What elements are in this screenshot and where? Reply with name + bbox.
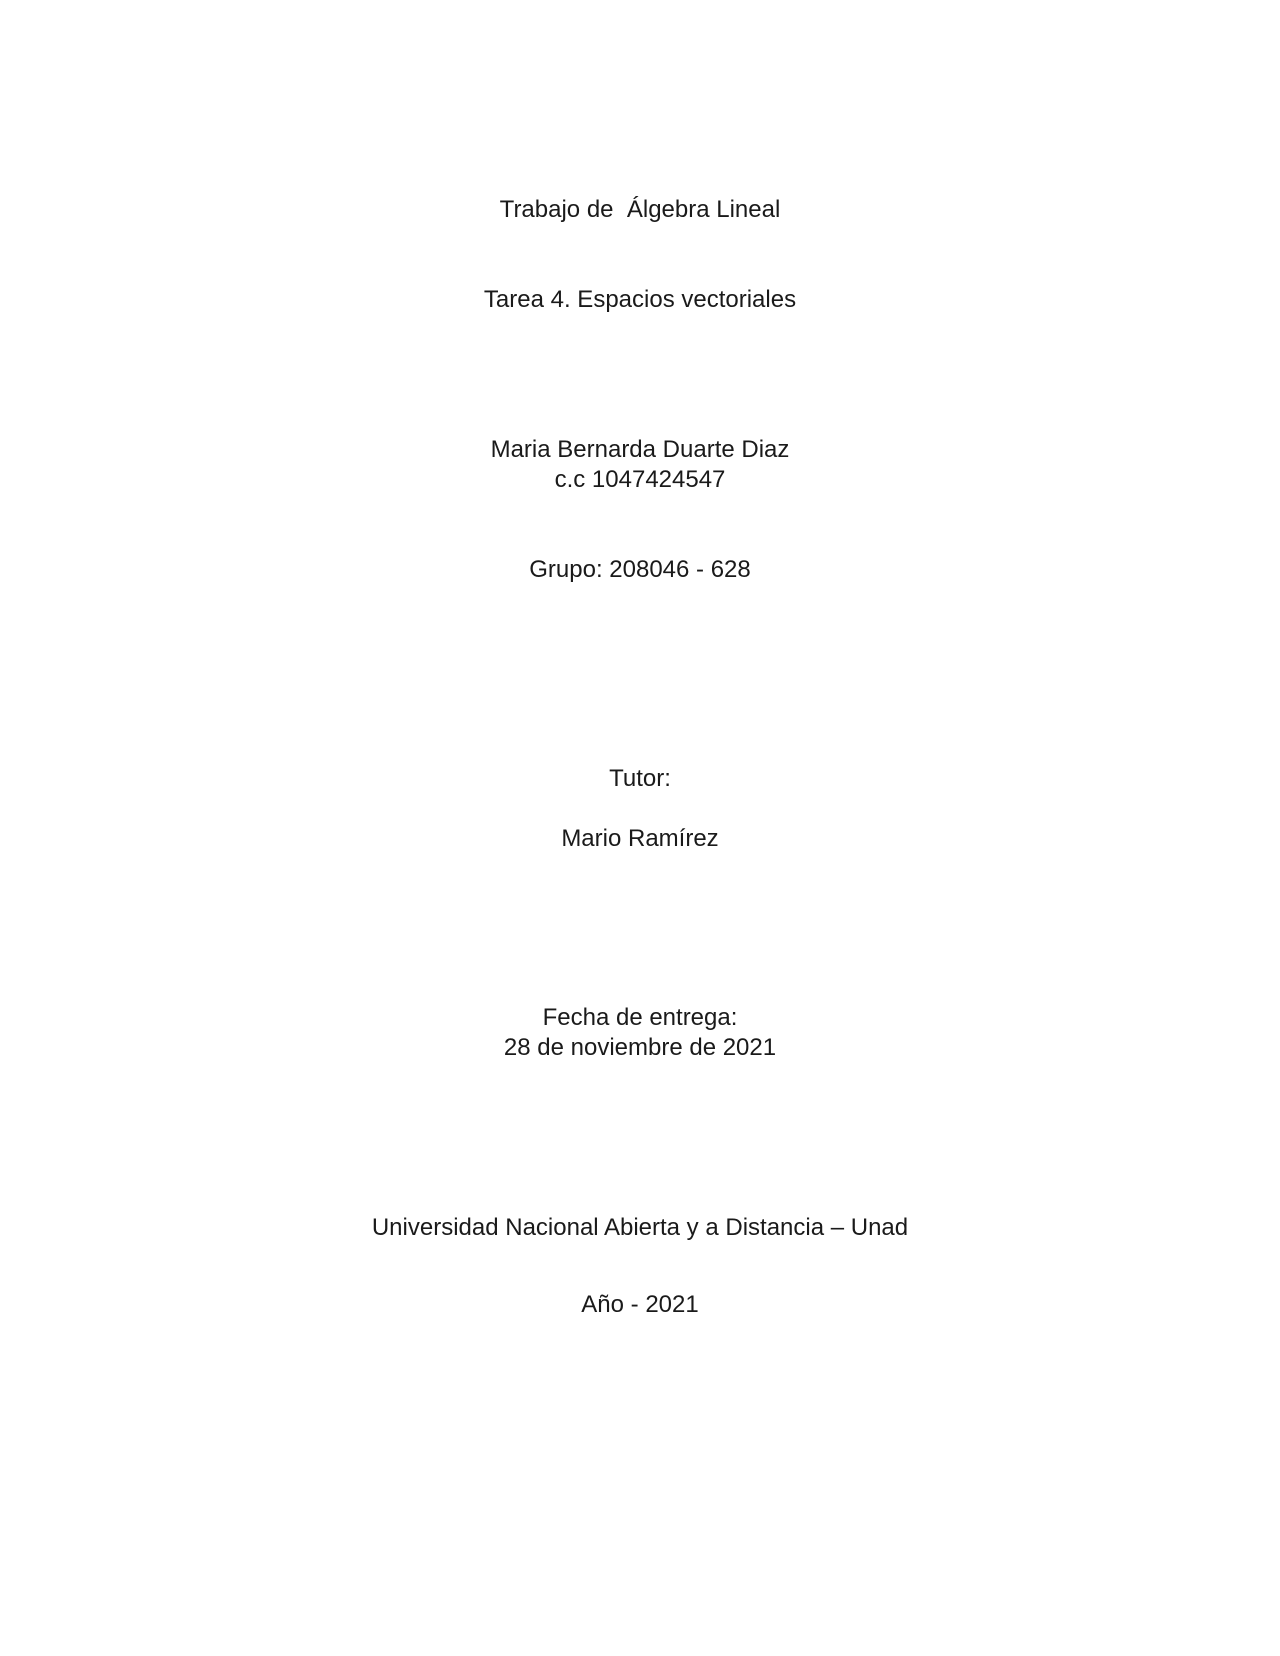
group-number: Grupo: 208046 - 628 [529, 556, 751, 583]
due-date: 28 de noviembre de 2021 [503, 1034, 777, 1061]
tutor-heading: Tutor: [609, 765, 671, 792]
university-name: Universidad Nacional Abierta y a Distancia – Unad [371, 1214, 909, 1241]
due-date-heading: Fecha de entrega: [542, 1004, 738, 1031]
tutor-name: Mario Ramírez [561, 825, 719, 852]
document-year: Año - 2021 [581, 1291, 699, 1318]
document-subtitle: Tarea 4. Espacios vectoriales [483, 286, 797, 313]
author-id-number: c.c 1047424547 [554, 466, 726, 493]
author-name: Maria Bernarda Duarte Diaz [490, 436, 790, 463]
document-title: Trabajo de Álgebra Lineal [499, 196, 781, 223]
